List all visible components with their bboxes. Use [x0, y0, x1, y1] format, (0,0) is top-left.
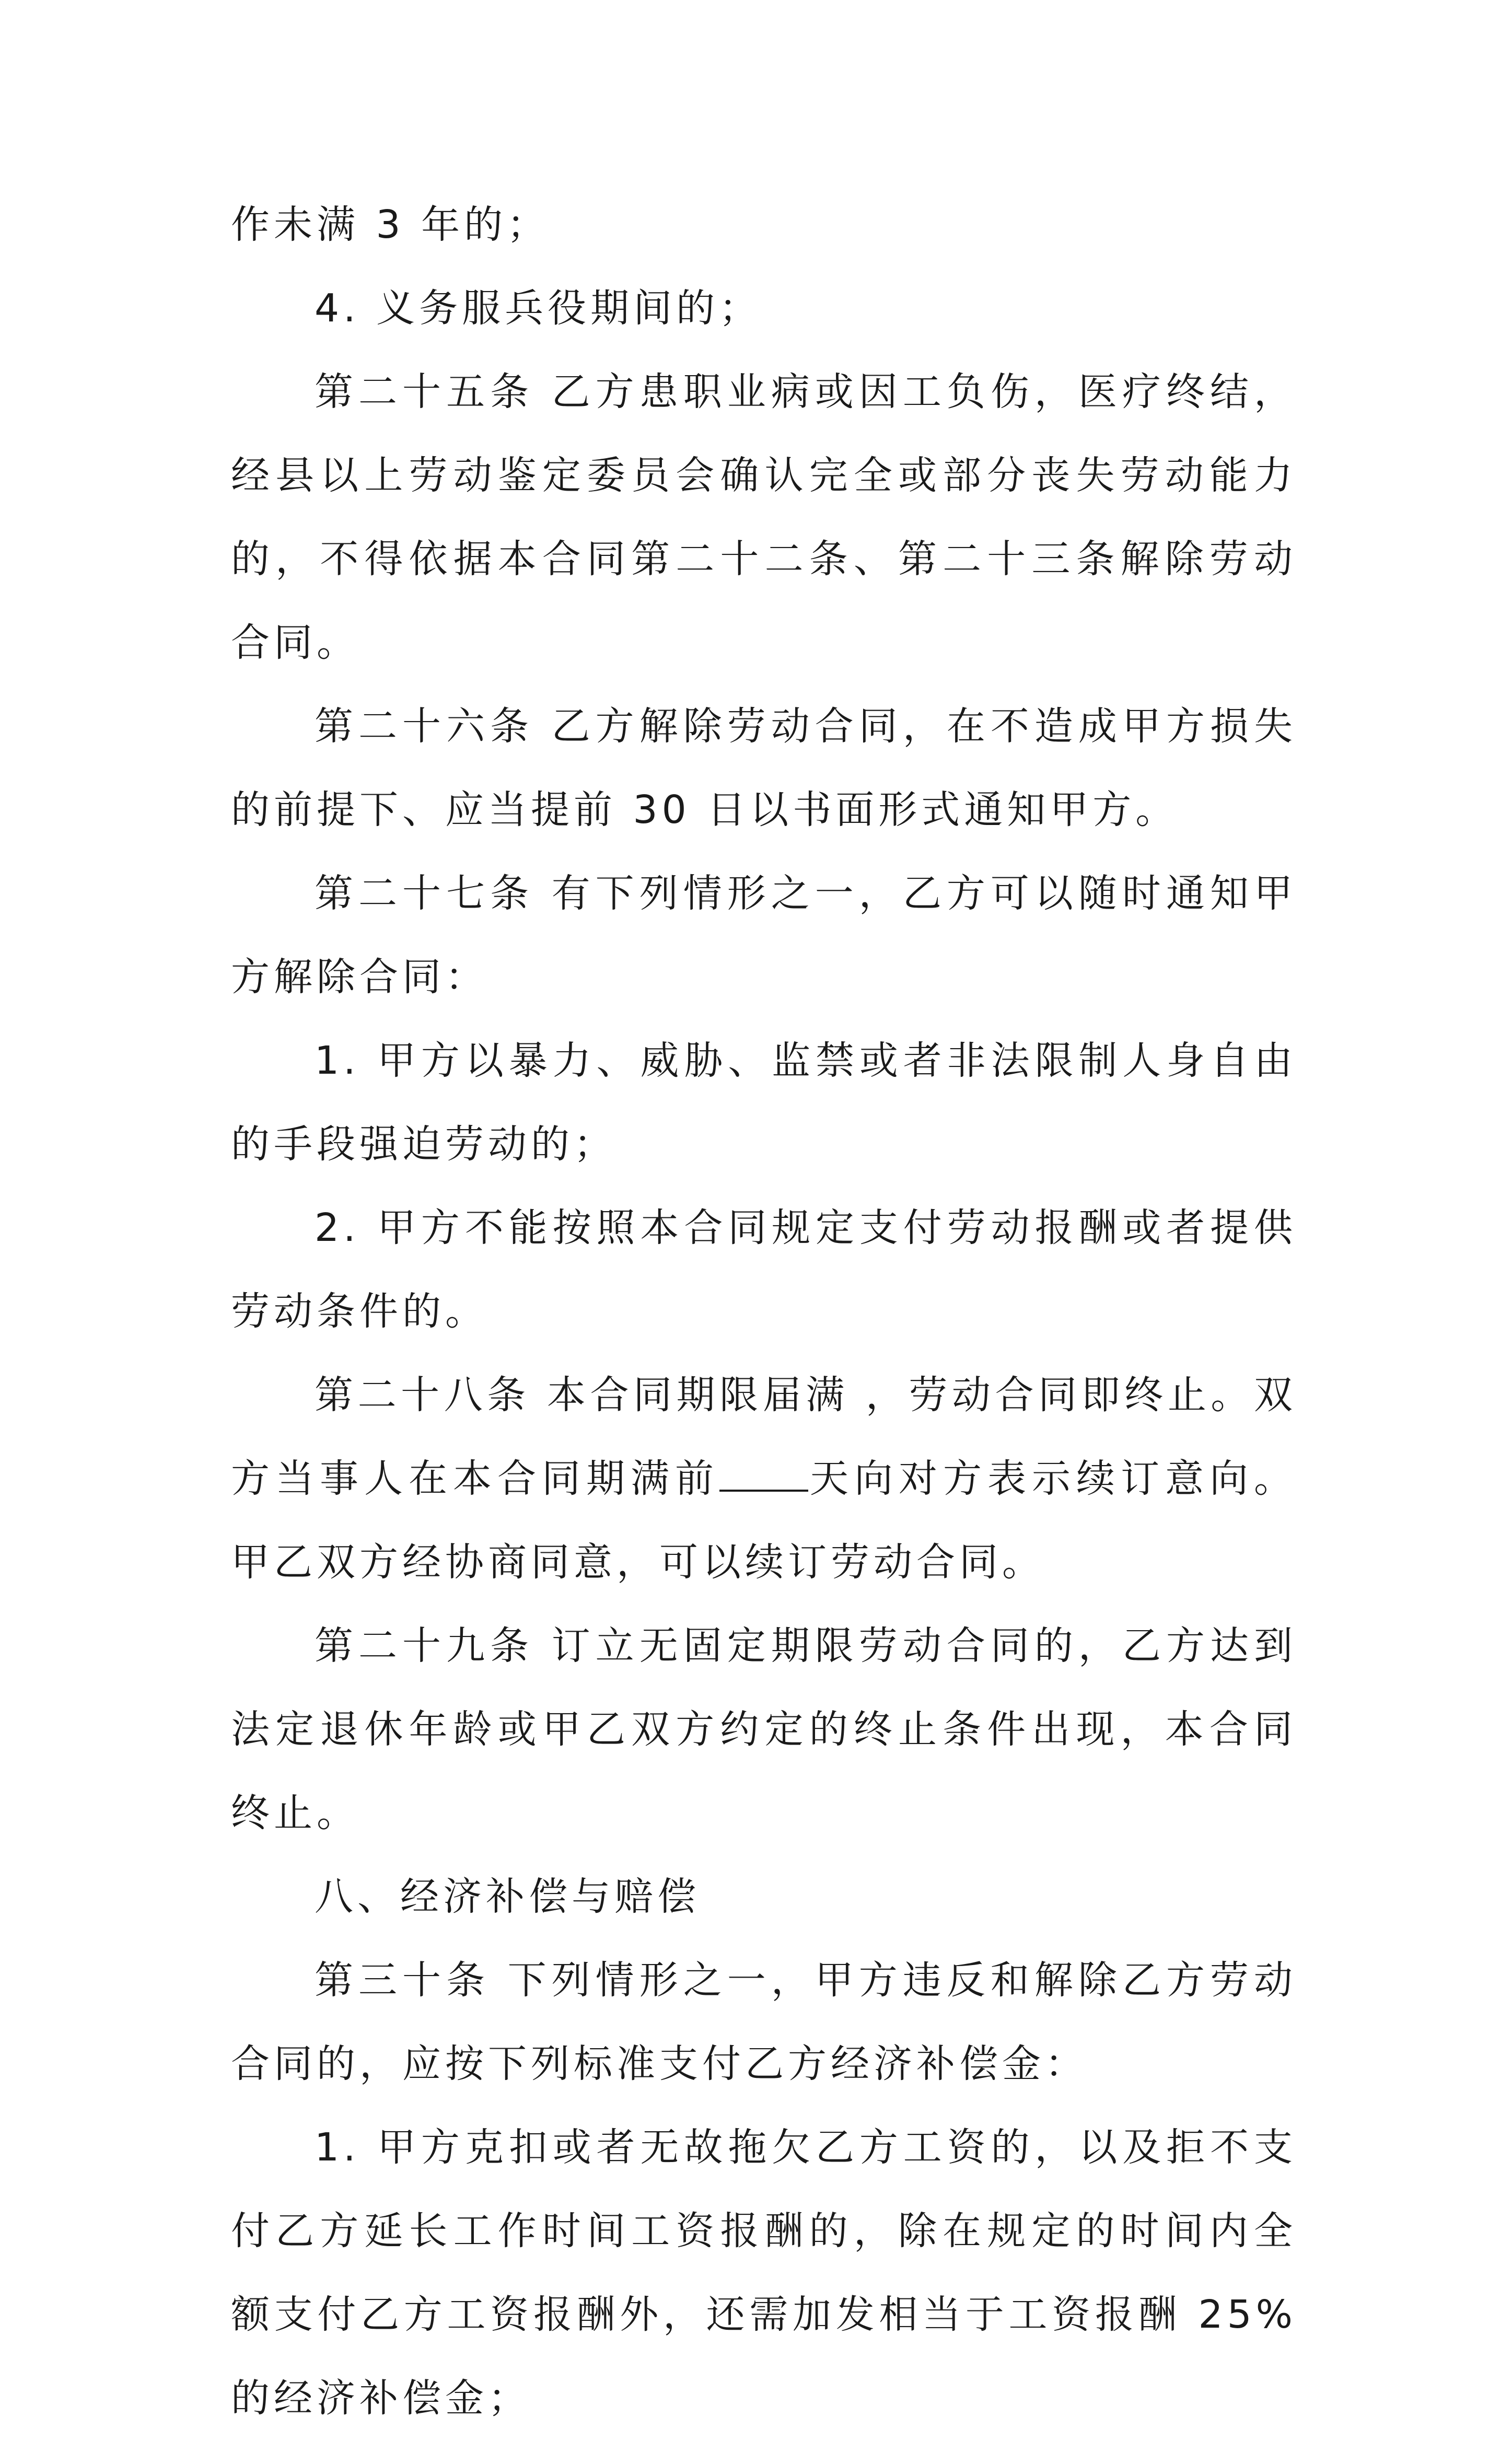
article-28-text-after-blank: 天向对方表示续订意向。甲乙双方经协商同意，可以续订劳动合同。	[231, 1456, 1297, 1585]
paragraph-article-25: 第二十五条 乙方患职业病或因工负伤，医疗终结，经县以上劳动鉴定委员会确认完全或部分丧失劳动能力的，不得依据本合同第二十二条、第二十三条解除劳动合同。	[231, 369, 1297, 665]
paragraph-article-26: 第二十六条 乙方解除劳动合同，在不造成甲方损失的前提下、应当提前 30 日以书面形式通知甲方。	[231, 704, 1297, 832]
fill-in-blank	[719, 1458, 808, 1492]
paragraph-article-30-item-1: 1. 甲方克扣或者无故拖欠乙方工资的，以及拒不支付乙方延长工作时间工资报酬的，除在规定的时间内全额支付乙方工资报酬外，还需加发相当于工资报酬 25%的经济补偿金；	[231, 2125, 1297, 2421]
article-28-text-before-blank: 第二十八条 本合同期限届满 ，劳动合同即终止。双方当事人在本合同期满前	[231, 1373, 1297, 1501]
paragraph-article-28	[231, 1353, 1297, 1604]
paragraph-article-27-item-1: 1. 甲方以暴力、威胁、监禁或者非法限制人身自由的手段强迫劳动的；	[231, 1038, 1297, 1167]
paragraph-article-30: 第三十条 下列情形之一，甲方违反和解除乙方劳动合同的，应按下列标准支付乙方经济补偿金：	[231, 1958, 1297, 2086]
document-body	[231, 183, 1297, 2440]
paragraph-article-27-item-2: 2. 甲方不能按照本合同规定支付劳动报酬或者提供劳动条件的。	[231, 1205, 1297, 1334]
paragraph-continuation: 作未满 3 年的；	[231, 202, 550, 247]
paragraph-item-4: 4. 义务服兵役期间的；	[315, 286, 762, 331]
paragraph-article-29: 第二十九条 订立无固定期限劳动合同的，乙方达到法定退休年龄或甲乙双方约定的终止条件出现，本合同终止。	[231, 1623, 1297, 1835]
paragraph-article-27: 第二十七条 有下列情形之一，乙方可以随时通知甲方解除合同：	[231, 871, 1297, 1000]
section-heading-compensation: 八、经济补偿与赔偿	[315, 1874, 700, 1919]
